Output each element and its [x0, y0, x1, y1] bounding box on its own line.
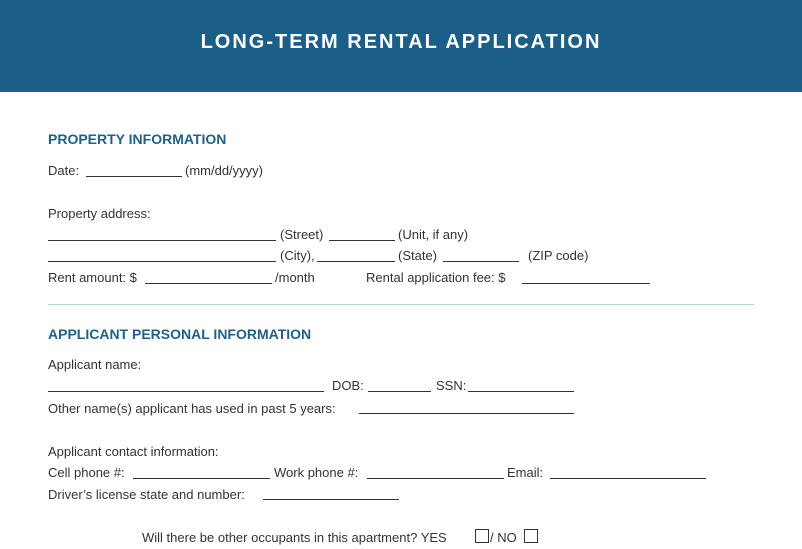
- other-names-label: Other name(s) applicant has used in past 5 years:: [48, 401, 336, 416]
- zip-field[interactable]: [443, 261, 519, 262]
- email-label: Email:: [507, 465, 544, 480]
- city-label: (City),: [280, 248, 315, 263]
- header-banner: [0, 0, 802, 92]
- drivers-license-label: Driver’s license state and number:: [48, 487, 245, 502]
- occupants-yes-checkbox[interactable]: [475, 529, 489, 543]
- cell-phone-field[interactable]: [133, 478, 270, 479]
- unit-field[interactable]: [329, 240, 395, 241]
- application-fee-label: Rental application fee: $: [366, 270, 506, 285]
- applicant-section-title: APPLICANT PERSONAL INFORMATION: [48, 326, 312, 342]
- rent-amount-field[interactable]: [145, 283, 272, 284]
- ssn-label: SSN:: [436, 378, 467, 393]
- date-label: Date:: [48, 163, 80, 178]
- property-address-label: Property address:: [48, 206, 151, 221]
- email-field[interactable]: [550, 478, 706, 479]
- date-field[interactable]: [86, 176, 182, 177]
- unit-label: (Unit, if any): [398, 227, 469, 242]
- date-format-hint: (mm/dd/yyyy): [185, 163, 263, 178]
- zip-label: (ZIP code): [528, 248, 589, 263]
- other-names-field[interactable]: [359, 413, 574, 414]
- application-fee-field[interactable]: [522, 283, 650, 284]
- occupants-no-checkbox[interactable]: [524, 529, 538, 543]
- ssn-field[interactable]: [468, 391, 574, 392]
- contact-info-label: Applicant contact information:: [48, 444, 219, 459]
- city-field[interactable]: [48, 261, 276, 262]
- street-field[interactable]: [48, 240, 276, 241]
- form-title: LONG-TERM RENTAL APPLICATION: [200, 31, 602, 53]
- rent-amount-label: Rent amount: $: [48, 270, 137, 285]
- property-section-title: PROPERTY INFORMATION: [48, 131, 227, 147]
- applicant-name-field[interactable]: [48, 391, 324, 392]
- per-month-label: /month: [275, 270, 315, 285]
- dob-label: DOB:: [332, 378, 364, 393]
- work-phone-field[interactable]: [367, 478, 504, 479]
- dob-field[interactable]: [368, 391, 431, 392]
- cell-phone-label: Cell phone #:: [48, 465, 125, 480]
- state-field[interactable]: [317, 261, 395, 262]
- applicant-name-label: Applicant name:: [48, 357, 142, 372]
- street-label: (Street): [280, 227, 324, 242]
- state-label: (State): [398, 248, 438, 263]
- work-phone-label: Work phone #:: [274, 465, 359, 480]
- occupants-no-label: / NO: [490, 530, 517, 545]
- section-divider: [48, 304, 754, 305]
- occupants-question: Will there be other occupants in this apartment? YES: [142, 530, 447, 545]
- drivers-license-field[interactable]: [263, 499, 399, 500]
